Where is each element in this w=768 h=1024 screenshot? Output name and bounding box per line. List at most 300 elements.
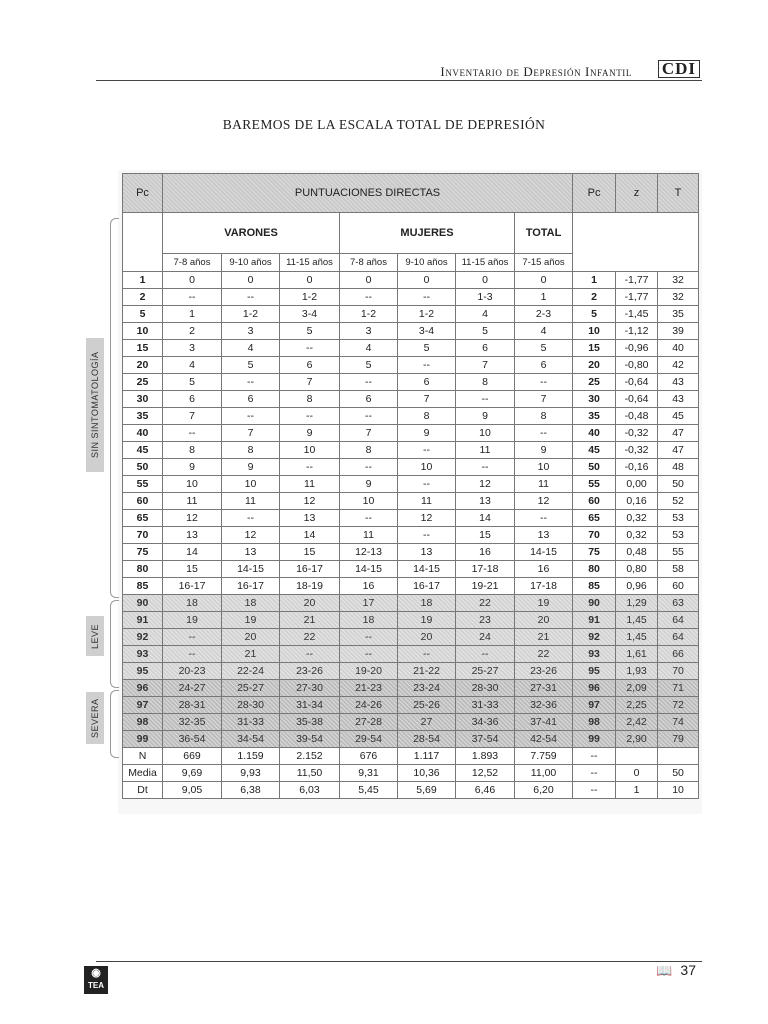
- table-cell: 24-27: [163, 680, 222, 697]
- table-cell: 12: [515, 493, 573, 510]
- stats-cell: 1.893: [456, 748, 515, 765]
- table-row: [123, 731, 699, 748]
- stats-cell: 5,69: [398, 782, 456, 799]
- table-cell: 24-26: [340, 697, 398, 714]
- stats-cell: 10,36: [398, 765, 456, 782]
- table-cell: 55: [573, 476, 616, 493]
- table-cell: --: [280, 646, 340, 663]
- table-cell: 13: [515, 527, 573, 544]
- tea-symbol-icon: ◉: [91, 967, 101, 979]
- table-cell: 8: [222, 442, 280, 459]
- table-cell: 99: [573, 731, 616, 748]
- table-cell: 9: [340, 476, 398, 493]
- header-pc-right: Pc: [573, 174, 616, 213]
- table-row: [123, 323, 699, 340]
- table-cell: 8: [456, 374, 515, 391]
- table-cell: 14: [280, 527, 340, 544]
- table-cell: 31-33: [222, 714, 280, 731]
- table-cell: 0,96: [616, 578, 658, 595]
- table-cell: 42-54: [515, 731, 573, 748]
- page-number-text: 37: [680, 962, 696, 978]
- table-cell: 15: [456, 527, 515, 544]
- table-cell: 35: [658, 306, 699, 323]
- table-cell: 98: [573, 714, 616, 731]
- table-cell: 28-31: [163, 697, 222, 714]
- table-cell: 22: [280, 629, 340, 646]
- table-cell: 22-24: [222, 663, 280, 680]
- table-cell: 18-19: [280, 578, 340, 595]
- table-cell: 0,32: [616, 510, 658, 527]
- table-cell: 40: [123, 425, 163, 442]
- table-cell: --: [340, 374, 398, 391]
- side-label-severa: SEVERA: [86, 692, 104, 744]
- table-cell: 13: [163, 527, 222, 544]
- table-cell: 5: [456, 323, 515, 340]
- table-cell: 35: [573, 408, 616, 425]
- table-cell: 1: [123, 272, 163, 289]
- table-cell: 0: [163, 272, 222, 289]
- page-title: BAREMOS DE LA ESCALA TOTAL DE DEPRESIÓN: [222, 117, 546, 132]
- table-cell: 5: [280, 323, 340, 340]
- table-row: [123, 391, 699, 408]
- table-cell: 11: [398, 493, 456, 510]
- table-cell: --: [515, 425, 573, 442]
- table-cell: --: [222, 408, 280, 425]
- table-cell: 47: [658, 442, 699, 459]
- table-cell: 0: [515, 272, 573, 289]
- table-cell: 55: [658, 544, 699, 561]
- table-cell: 12: [222, 527, 280, 544]
- table-cell: 1-2: [280, 289, 340, 306]
- table-cell: 10: [222, 476, 280, 493]
- table-cell: 17-18: [456, 561, 515, 578]
- table-cell: -0,32: [616, 442, 658, 459]
- age-header: 9-10 años: [222, 254, 280, 272]
- table-cell: --: [280, 459, 340, 476]
- table-cell: 30: [573, 391, 616, 408]
- table-cell: -0,64: [616, 374, 658, 391]
- table-row: [123, 425, 699, 442]
- table-cell: 3: [163, 340, 222, 357]
- table-cell: 63: [658, 595, 699, 612]
- table-cell: 50: [573, 459, 616, 476]
- table-cell: --: [163, 646, 222, 663]
- table-cell: 15: [163, 561, 222, 578]
- table-cell: 32: [658, 272, 699, 289]
- table-cell: 20: [573, 357, 616, 374]
- table-cell: 96: [123, 680, 163, 697]
- table-cell: 65: [123, 510, 163, 527]
- table-cell: 21: [222, 646, 280, 663]
- table-cell: 95: [123, 663, 163, 680]
- table-cell: 16-17: [222, 578, 280, 595]
- table-cell: 3: [340, 323, 398, 340]
- table-cell: 70: [573, 527, 616, 544]
- stats-cell: 669: [163, 748, 222, 765]
- table-cell: 14-15: [398, 561, 456, 578]
- table-cell: 21-23: [340, 680, 398, 697]
- table-cell: 9: [222, 459, 280, 476]
- stats-cell: --: [573, 765, 616, 782]
- header-z: z: [616, 174, 658, 213]
- table-cell: 14-15: [515, 544, 573, 561]
- table-cell: 2,25: [616, 697, 658, 714]
- table-cell: --: [222, 374, 280, 391]
- table-cell: 92: [573, 629, 616, 646]
- table-row: [123, 306, 699, 323]
- header-puntuaciones-directas: PUNTUACIONES DIRECTAS: [163, 174, 573, 213]
- table-row: [123, 646, 699, 663]
- table-cell: 6: [340, 391, 398, 408]
- table-cell: 79: [658, 731, 699, 748]
- table-cell: 27: [398, 714, 456, 731]
- table-cell: --: [515, 374, 573, 391]
- table-cell: 1-2: [340, 306, 398, 323]
- table-cell: 65: [573, 510, 616, 527]
- table-cell: 28-54: [398, 731, 456, 748]
- table-cell: --: [340, 510, 398, 527]
- table-cell: 45: [123, 442, 163, 459]
- table-cell: 1: [573, 272, 616, 289]
- table-cell: -0,64: [616, 391, 658, 408]
- table-cell: 23: [456, 612, 515, 629]
- table-cell: 6: [222, 391, 280, 408]
- table-cell: 11: [515, 476, 573, 493]
- table-cell: 5: [573, 306, 616, 323]
- table-cell: -0,48: [616, 408, 658, 425]
- table-cell: --: [340, 459, 398, 476]
- table-cell: 35: [123, 408, 163, 425]
- table-row: [123, 680, 699, 697]
- table-cell: 12: [163, 510, 222, 527]
- stats-cell: 6,20: [515, 782, 573, 799]
- table-cell: 97: [123, 697, 163, 714]
- table-cell: 9: [398, 425, 456, 442]
- table-cell: --: [340, 646, 398, 663]
- table-row: [123, 408, 699, 425]
- table-row: [123, 663, 699, 680]
- table-cell: --: [456, 459, 515, 476]
- table-cell: 43: [658, 391, 699, 408]
- table-cell: 74: [658, 714, 699, 731]
- table-row: [123, 357, 699, 374]
- table-cell: 80: [573, 561, 616, 578]
- stats-cell: 6,03: [280, 782, 340, 799]
- age-header: 7-15 años: [515, 254, 573, 272]
- table-cell: 10: [456, 425, 515, 442]
- table-cell: 0: [222, 272, 280, 289]
- table-cell: 36-54: [163, 731, 222, 748]
- table-cell: --: [515, 510, 573, 527]
- table-cell: 2,90: [616, 731, 658, 748]
- table-cell: -1,77: [616, 272, 658, 289]
- table-cell: 70: [658, 663, 699, 680]
- table-cell: 18: [163, 595, 222, 612]
- table-cell: 21-22: [398, 663, 456, 680]
- table-cell: 23-26: [515, 663, 573, 680]
- table-cell: 27-31: [515, 680, 573, 697]
- table-cell: 13: [280, 510, 340, 527]
- table-cell: 14: [456, 510, 515, 527]
- stats-cell: 9,69: [163, 765, 222, 782]
- stats-row: [123, 748, 699, 765]
- table-cell: 66: [658, 646, 699, 663]
- table-cell: 2-3: [515, 306, 573, 323]
- table-cell: 27-28: [340, 714, 398, 731]
- table-cell: 7: [515, 391, 573, 408]
- table-cell: --: [398, 442, 456, 459]
- table-cell: 5: [398, 340, 456, 357]
- table-cell: 1-3: [456, 289, 515, 306]
- table-row: [123, 544, 699, 561]
- header-varones: VARONES: [163, 213, 340, 254]
- table-cell: 10: [163, 476, 222, 493]
- stats-cell: 1.159: [222, 748, 280, 765]
- table-cell: 75: [573, 544, 616, 561]
- table-cell: 30: [123, 391, 163, 408]
- table-cell: --: [398, 289, 456, 306]
- table-cell: 27-30: [280, 680, 340, 697]
- stats-cell: 6,38: [222, 782, 280, 799]
- table-cell: 72: [658, 697, 699, 714]
- table-cell: 45: [658, 408, 699, 425]
- table-cell: --: [340, 629, 398, 646]
- table-row: [123, 272, 699, 289]
- table-cell: 28-30: [456, 680, 515, 697]
- table-cell: 25-27: [222, 680, 280, 697]
- table-cell: 45: [573, 442, 616, 459]
- table-cell: 39: [658, 323, 699, 340]
- table-cell: 21: [280, 612, 340, 629]
- table-cell: 5: [163, 374, 222, 391]
- table-cell: 52: [658, 493, 699, 510]
- table-cell: 85: [123, 578, 163, 595]
- stats-cell: 5,45: [340, 782, 398, 799]
- table-cell: 91: [573, 612, 616, 629]
- table-cell: 16: [456, 544, 515, 561]
- stats-cell: 12,52: [456, 765, 515, 782]
- table-cell: -0,96: [616, 340, 658, 357]
- table-cell: 4: [222, 340, 280, 357]
- table-cell: 6: [456, 340, 515, 357]
- table-cell: 14-15: [222, 561, 280, 578]
- table-cell: 3-4: [398, 323, 456, 340]
- table-cell: 42: [658, 357, 699, 374]
- table-row: [123, 442, 699, 459]
- table-cell: 21: [515, 629, 573, 646]
- table-cell: --: [222, 289, 280, 306]
- table-cell: --: [163, 629, 222, 646]
- table-cell: 18: [340, 612, 398, 629]
- table-cell: 22: [515, 646, 573, 663]
- table-cell: 4: [340, 340, 398, 357]
- table-cell: --: [340, 289, 398, 306]
- table-cell: 60: [658, 578, 699, 595]
- stats-cell: [616, 748, 658, 765]
- table-cell: 13: [222, 544, 280, 561]
- stats-cell: 9,31: [340, 765, 398, 782]
- table-cell: 1,45: [616, 629, 658, 646]
- table-cell: 7: [280, 374, 340, 391]
- header-t: T: [658, 174, 699, 213]
- table-cell: 13: [456, 493, 515, 510]
- table-cell: 43: [658, 374, 699, 391]
- table-cell: 96: [573, 680, 616, 697]
- header-pc: Pc: [123, 174, 163, 213]
- table-row: [123, 493, 699, 510]
- table-cell: -1,12: [616, 323, 658, 340]
- table-row: [123, 612, 699, 629]
- table-row: [123, 510, 699, 527]
- stats-cell: 7.759: [515, 748, 573, 765]
- table-cell: 32-35: [163, 714, 222, 731]
- table-cell: 1,93: [616, 663, 658, 680]
- table-cell: 19-20: [340, 663, 398, 680]
- table-cell: 4: [163, 357, 222, 374]
- table-row: [123, 527, 699, 544]
- table-row: [123, 289, 699, 306]
- table-cell: 9: [456, 408, 515, 425]
- table-cell: 15: [573, 340, 616, 357]
- table-cell: 16: [340, 578, 398, 595]
- table-cell: 11: [222, 493, 280, 510]
- tea-logo-text: TEA: [88, 981, 104, 990]
- table-cell: 12: [280, 493, 340, 510]
- table-cell: 70: [123, 527, 163, 544]
- table-row: [123, 459, 699, 476]
- table-cell: -0,80: [616, 357, 658, 374]
- table-cell: --: [398, 476, 456, 493]
- stats-cell: 1.117: [398, 748, 456, 765]
- stats-cell: 9,93: [222, 765, 280, 782]
- table-cell: --: [398, 357, 456, 374]
- table-cell: 20: [515, 612, 573, 629]
- table-cell: 8: [163, 442, 222, 459]
- table-cell: --: [456, 646, 515, 663]
- table-row: [123, 697, 699, 714]
- table-cell: 1-2: [398, 306, 456, 323]
- table-row: [123, 340, 699, 357]
- table-cell: 50: [658, 476, 699, 493]
- table-cell: 1,45: [616, 612, 658, 629]
- table-cell: 35-38: [280, 714, 340, 731]
- table-cell: 32-36: [515, 697, 573, 714]
- table-cell: 19: [222, 612, 280, 629]
- table-cell: 2,42: [616, 714, 658, 731]
- table-cell: 99: [123, 731, 163, 748]
- table-cell: 39-54: [280, 731, 340, 748]
- table-cell: 31-34: [280, 697, 340, 714]
- table-cell: 12: [398, 510, 456, 527]
- table-cell: 0: [398, 272, 456, 289]
- stats-cell: Dt: [123, 782, 163, 799]
- table-cell: 1,29: [616, 595, 658, 612]
- age-header: 7-8 años: [340, 254, 398, 272]
- table-cell: 7: [163, 408, 222, 425]
- table-cell: --: [340, 408, 398, 425]
- table-cell: 28-30: [222, 697, 280, 714]
- stats-cell: 11,00: [515, 765, 573, 782]
- stats-cell: 676: [340, 748, 398, 765]
- stats-cell: 0: [616, 765, 658, 782]
- table-cell: 23-24: [398, 680, 456, 697]
- table-cell: 60: [123, 493, 163, 510]
- table-cell: 24: [456, 629, 515, 646]
- table-row: [123, 374, 699, 391]
- table-cell: 4: [515, 323, 573, 340]
- table-cell: 47: [658, 425, 699, 442]
- table-cell: 6: [163, 391, 222, 408]
- table-cell: 11: [456, 442, 515, 459]
- table-cell: 0,80: [616, 561, 658, 578]
- table-cell: 11: [280, 476, 340, 493]
- table-cell: 10: [340, 493, 398, 510]
- table-cell: 93: [573, 646, 616, 663]
- table-cell: -1,77: [616, 289, 658, 306]
- table-cell: 60: [573, 493, 616, 510]
- table-cell: 19-21: [456, 578, 515, 595]
- table-cell: 8: [398, 408, 456, 425]
- table-cell: 5: [123, 306, 163, 323]
- table-cell: 19: [398, 612, 456, 629]
- table-cell: 92: [123, 629, 163, 646]
- table-row: [123, 714, 699, 731]
- table-cell: 0,00: [616, 476, 658, 493]
- stats-cell: [658, 748, 699, 765]
- stats-cell: 50: [658, 765, 699, 782]
- table-cell: 25-27: [456, 663, 515, 680]
- stats-cell: 10: [658, 782, 699, 799]
- table-cell: 15: [123, 340, 163, 357]
- stats-cell: N: [123, 748, 163, 765]
- table-cell: --: [222, 510, 280, 527]
- table-cell: 6: [515, 357, 573, 374]
- baremos-table: [122, 173, 699, 799]
- stats-cell: 6,46: [456, 782, 515, 799]
- table-cell: 12: [456, 476, 515, 493]
- table-cell: 0,32: [616, 527, 658, 544]
- table-cell: 90: [123, 595, 163, 612]
- cdi-logo: CDI: [658, 60, 700, 78]
- table-cell: --: [163, 425, 222, 442]
- table-cell: 7: [222, 425, 280, 442]
- tea-logo: [84, 966, 108, 994]
- table-cell: 0: [456, 272, 515, 289]
- table-cell: 25-26: [398, 697, 456, 714]
- stats-cell: 1: [616, 782, 658, 799]
- table-cell: 10: [398, 459, 456, 476]
- stats-cell: 2.152: [280, 748, 340, 765]
- table-cell: 0: [280, 272, 340, 289]
- table-cell: 19: [163, 612, 222, 629]
- table-cell: 13: [398, 544, 456, 561]
- table-cell: 9: [163, 459, 222, 476]
- table-cell: --: [398, 646, 456, 663]
- table-cell: 5: [222, 357, 280, 374]
- table-cell: 91: [123, 612, 163, 629]
- age-header: 9-10 años: [398, 254, 456, 272]
- table-cell: 32: [658, 289, 699, 306]
- header-title: Inventario de Depresión Infantil: [440, 64, 632, 79]
- table-cell: 20: [280, 595, 340, 612]
- side-label-leve: LEVE: [86, 616, 104, 656]
- table-cell: 2: [573, 289, 616, 306]
- table-row: [123, 578, 699, 595]
- table-cell: 4: [456, 306, 515, 323]
- table-cell: 7: [398, 391, 456, 408]
- table-cell: -0,16: [616, 459, 658, 476]
- table-cell: 15: [280, 544, 340, 561]
